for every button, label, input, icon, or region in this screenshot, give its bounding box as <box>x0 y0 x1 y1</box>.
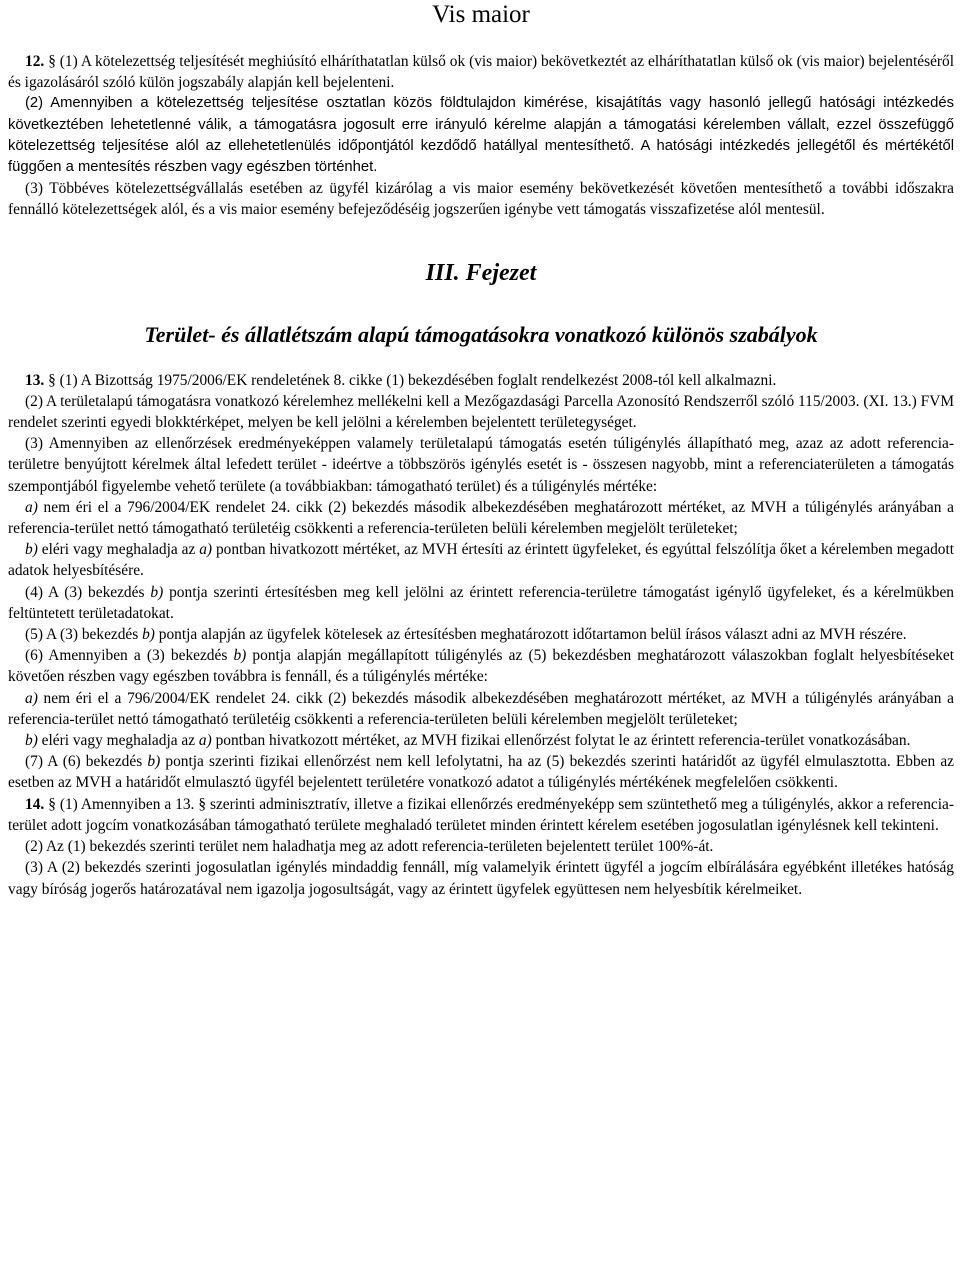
point-reference: a) <box>198 732 212 750</box>
paragraph-text: nem éri el a 796/2004/EK rendelet 24. cikk (2) bekezdés második albekezdésében meghatározott mértéket, az MVH a túligénylés arányában a referencia-terület nettó támogatható területéig csökkenti a referencia-területen belüli kérelemben megjelölt területeket; <box>8 689 954 728</box>
paragraph-13-4 <box>8 582 954 624</box>
chapter-heading: III. Fejezet <box>425 259 537 286</box>
paragraph-14-1-text: § (1) Amennyiben a 13. § szerinti adminisztratív, illetve a fizikai ellenőrzés eredményeképp sem szüntethető meg a túligénylés, akkor a referencia-terület adott jogcím vonatkozásában támogatható területe meghaladó területet minden érintett kérelem esetében jogosulatlan igénylésnek kell tekinteni. <box>8 795 954 834</box>
point-reference: b) <box>150 583 164 601</box>
paragraph-text: pontban hivatkozott mértéket, az MVH értesíti az érintett ügyfeleket, és egyúttal felszólítja őket a kérelemben megadott adatok helyesbítésére. <box>8 541 955 580</box>
point-label: a) <box>25 689 38 707</box>
paragraph-text: pontja szerinti értesítésben meg kell jelölni az érintett referencia-területre támogatást igénylő ügyfeleket, és a kérelmükben feltüntetett területadatokat. <box>8 583 954 622</box>
point-label: b) <box>25 541 38 559</box>
paragraph-12-3: (3) Többéves kötelezettségvállalás esetében az ügyfél kizárólag a vis maior esemény bekövetkezését követően mentesíthető a további időszakra fennálló kötelezettségek alól, és a vis maior esemény befejeződéséig jogszerűen igénybe vett támogatás visszafizetése alól mentesül. <box>8 180 954 219</box>
paragraph-12-1-text: § (1) A kötelezettség teljesítését meghiúsító elháríthatatlan külső ok (vis maior) bekövetkeztét az elháríthatatlan külső ok (vis maior) bejelentéséről és igazolásáról szóló külön jogszabály alapján kell bejelenteni. <box>8 53 954 92</box>
paragraph-text: (5) A (3) bekezdés <box>25 626 143 644</box>
point-label: a) <box>25 498 38 516</box>
paragraph-text: pontja alapján megállapított túligénylés az (5) bekezdésben meghatározott válaszokban foglalt helyesbítéseket követően részben vagy egészben továbbra is fennáll, és a túligénylés mértéke: <box>8 647 954 686</box>
paragraph-13-2: (2) A területalapú támogatásra vonatkozó kérelemhez mellékelni kell a Mezőgazdasági Parcella Azonosító Rendszerről szóló 115/2003. (XI. 13.) FVM rendelet szerinti egyedi blokktérképet, melyen be kell jelölni a kérelemben bejelentett területegységet. <box>8 392 954 432</box>
point-reference: b) <box>142 626 155 644</box>
paragraph-13-3-b <box>8 539 954 581</box>
paragraph-12-2: (2) Amennyiben a kötelezettség teljesítése osztatlan közös földtulajdon kimérése, kisajátítás vagy hasonló jellegű hatósági intézkedés következtében lehetetlenné válik, a támogatásra jogosult erre irányuló kérelme alapján a támogatási kérelemben vállalt, ezzel összefüggő kötelezettség teljesítése alól az ellehetetlenülés időpontjától kezdődő hatállyal mentesíthető. A hatósági intézkedés jellegétől és mértékétől függően a mentesítés részben vagy egészben történhet. <box>8 95 954 176</box>
paragraph-12-1 <box>8 51 954 93</box>
paragraph-13-6-a <box>8 688 954 730</box>
document-page <box>8 0 954 900</box>
section-number-12: 12. <box>25 53 45 70</box>
paragraph-13-5 <box>8 624 954 645</box>
paragraph-13-1 <box>8 370 954 391</box>
paragraph-13-6-b <box>8 730 954 751</box>
paragraph-13-6 <box>8 645 954 687</box>
paragraph-text: pontja szerinti fizikai ellenőrzést nem kell lefolytatni, ha az (5) bekezdés szerinti határidőt az ügyfél elmulasztotta. Ebben az esetben az MVH a határidőt elmulasztó ügyfél bejelentett területére vonatkozó adatot a túligénylés mértékének megfelelően csökkenti. <box>8 753 954 792</box>
section-number-13: 13. <box>25 371 45 389</box>
paragraph-text: (4) A (3) bekezdés <box>25 583 151 601</box>
paragraph-text: eléri vagy meghaladja az <box>37 541 200 559</box>
point-reference: b) <box>233 647 247 665</box>
paragraph-14-1 <box>8 794 954 836</box>
paragraph-text: pontja alapján az ügyfelek kötelesek az értesítésben meghatározott időtartamon belül írásos választ adni az MVH részére. <box>154 626 907 644</box>
point-reference: a) <box>199 541 213 559</box>
point-label: b) <box>25 732 38 750</box>
paragraph-13-3-a-text: nem éri el a 796/2004/EK rendelet 24. cikk (2) bekezdés második albekezdésében meghatározott mértéket, az MVH a túligénylés arányában a referencia-terület nettó támogatható területéig csökkenti a referencia-területen belüli kérelemben megjelölt területeket; <box>8 498 954 538</box>
paragraph-13-7 <box>8 751 954 793</box>
paragraph-text: pontban hivatkozott mértéket, az MVH fizikai ellenőrzést folytat le az érintett referencia-terület vonatkozásában. <box>211 732 911 750</box>
chapter-title: Terület- és állatlétszám alapú támogatásokra vonatkozó különös szabályok <box>144 321 818 347</box>
paragraph-13-1-text: § (1) A Bizottság 1975/2006/EK rendeletének 8. cikke (1) bekezdésében foglalt rendelkezést 2008-tól kell alkalmazni. <box>48 371 777 389</box>
paragraph-text: (7) A (6) bekezdés <box>25 753 148 771</box>
point-reference: b) <box>147 753 161 771</box>
paragraph-13-3-a <box>8 497 954 539</box>
paragraph-14-2: (2) Az (1) bekezdés szerinti terület nem haladhatja meg az adott referencia-területen bejelentett terület 100%-át. <box>25 838 714 856</box>
paragraph-14-3: (3) A (2) bekezdés szerinti jogosulatlan igénylés mindaddig fennáll, míg valamelyik érintett ügyfél a jogcím elbírálására egyébként illetékes hatóság vagy bíróság jogerős határozatával nem igazolja jogosultságát, vagy az érintett ügyfelek együttesen nem helyesbítik kérelmeiket. <box>8 859 954 898</box>
page-heading: Vis maior <box>432 1 530 28</box>
paragraph-13-3: (3) Amennyiben az ellenőrzések eredményeképpen valamely területalapú támogatás esetén túligénylés állapítható meg, azaz az adott referencia-területre benyújtott kérelmek által lefedett terület - ideértve a többszörös igénylés esetét is - összesen nagyobb, mint a referenciaterületen a támogatás szempontjából figyelembe vehető területe (a továbbiakban: támogatható terület) és a túligénylés mértéke: <box>8 435 954 495</box>
paragraph-text: (6) Amennyiben a (3) bekezdés <box>25 647 234 665</box>
paragraph-text: eléri vagy meghaladja az <box>37 732 199 750</box>
section-number-14: 14. <box>25 795 45 813</box>
